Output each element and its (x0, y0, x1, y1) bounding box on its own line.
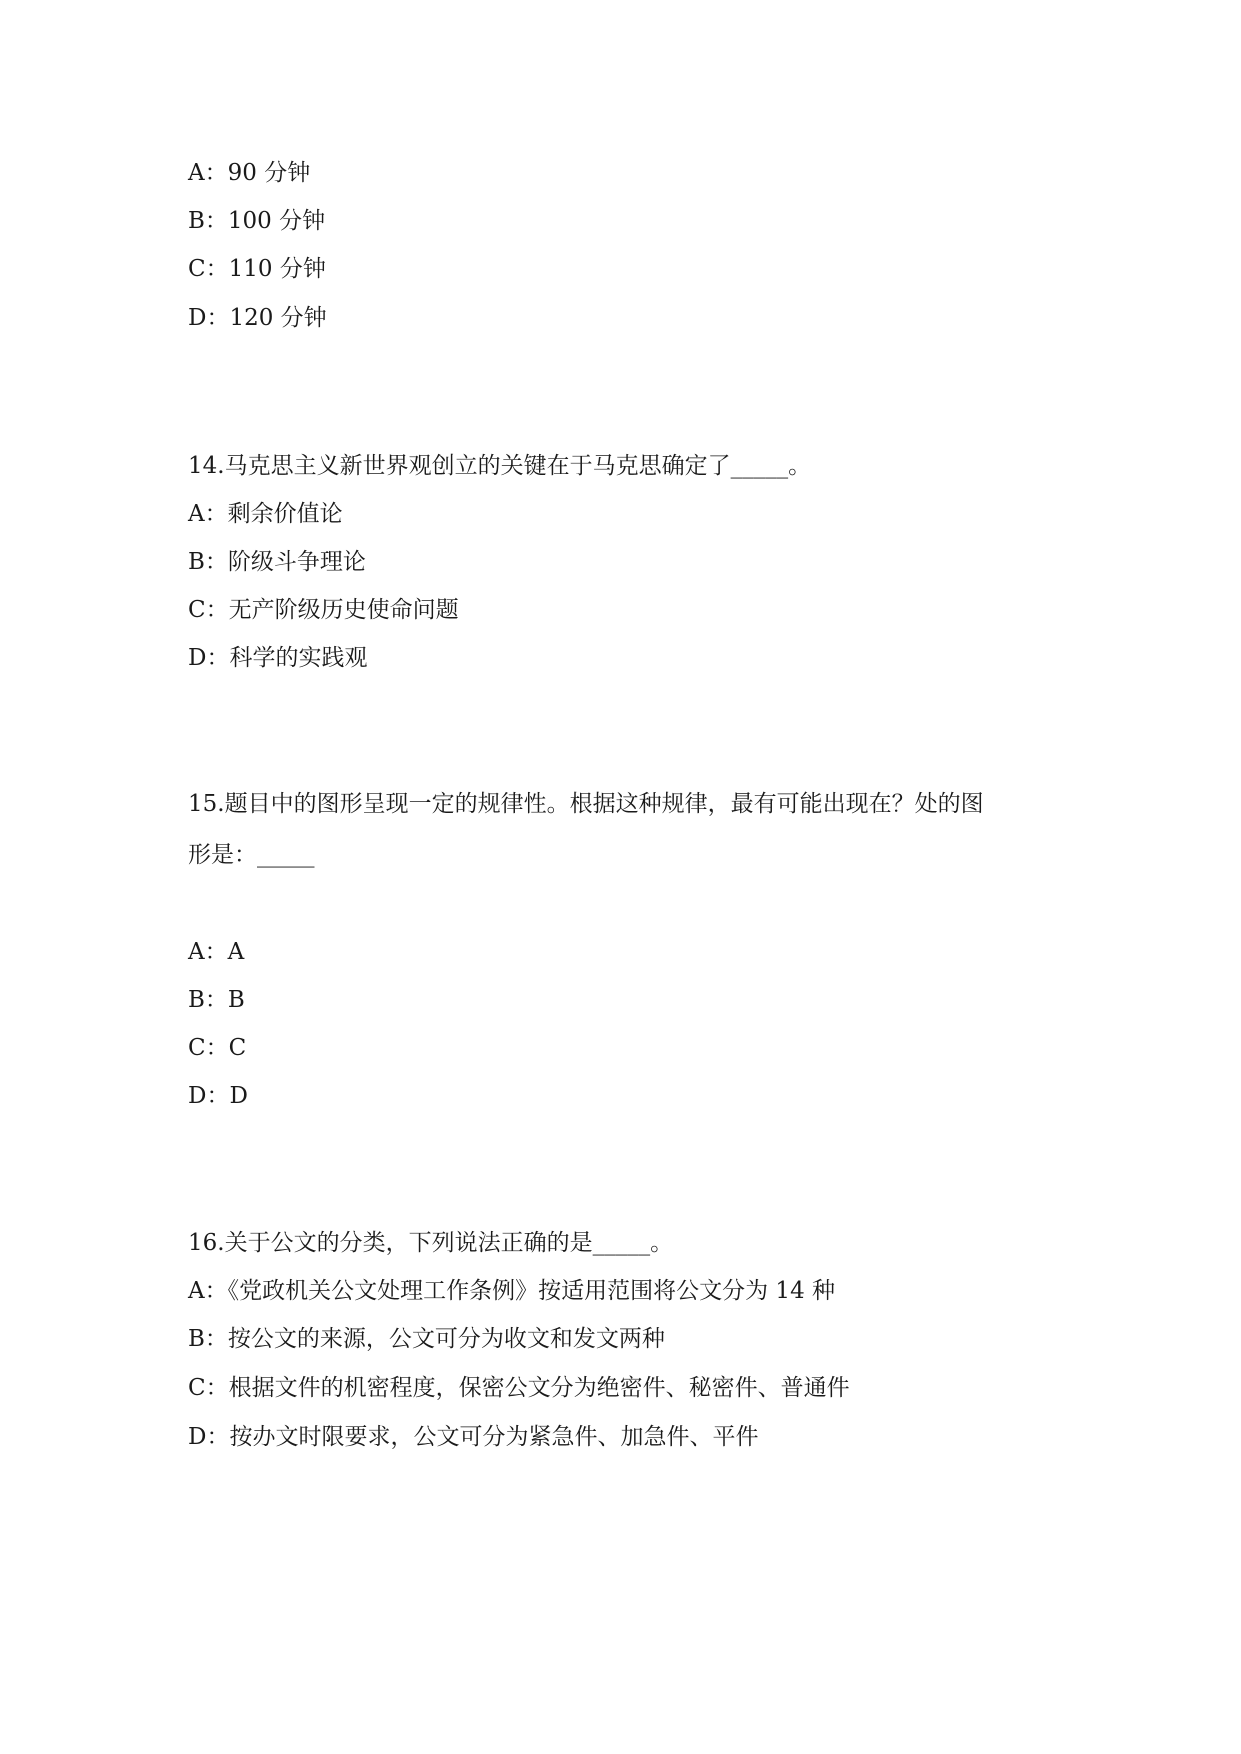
option-text: 无产阶级历史使命问题 (228, 597, 459, 623)
question-number: 16. (188, 1230, 225, 1256)
option-separator: ： (204, 208, 228, 234)
option-text: 阶级斗争理论 (227, 549, 366, 575)
q16-option-c (188, 1373, 850, 1403)
option-separator: ： (204, 939, 228, 965)
option-text: 剩余价值论 (227, 501, 343, 527)
option-text: 按公文的来源，公文可分为收文和发文两种 (227, 1326, 665, 1352)
q14-option-a (188, 499, 343, 529)
q16-option-d (188, 1422, 758, 1452)
q14-option-b (188, 547, 366, 577)
option-letter: D (188, 1083, 207, 1109)
question-number: 15. (188, 791, 225, 817)
option-separator: ： (206, 305, 230, 331)
option-separator: ： (206, 645, 230, 671)
option-separator: ： (205, 256, 229, 282)
option-text: D (229, 1083, 248, 1109)
q14-option-d (188, 643, 367, 673)
option-separator: ： (205, 1035, 229, 1061)
option-text: B (227, 987, 245, 1013)
q16-option-b (188, 1324, 665, 1354)
option-separator: ： (204, 160, 228, 186)
option-letter: D (188, 1424, 207, 1450)
q13-option-a (188, 158, 310, 188)
q15-option-d (188, 1081, 248, 1111)
option-letter: C (188, 1035, 206, 1061)
q16-stem (188, 1228, 673, 1258)
option-letter: A (188, 1278, 205, 1304)
q15-option-b (188, 985, 245, 1015)
option-separator: ： (204, 549, 228, 575)
question-stem-line: 关于公文的分类，下列说法正确的是_____。 (224, 1230, 674, 1256)
option-text: 90 分钟 (227, 160, 311, 186)
question-stem-line: 题目中的图形呈现一定的规律性。根据这种规律，最有可能出现在？处的图 (224, 791, 984, 817)
q16-option-a (188, 1276, 835, 1306)
option-letter: C (188, 1375, 206, 1401)
option-letter: B (188, 549, 205, 575)
question-number: 14. (188, 453, 225, 479)
option-text: 120 分钟 (229, 305, 327, 331)
q15-option-a (188, 937, 244, 967)
q13-option-b (188, 206, 325, 236)
option-text: A (227, 939, 245, 965)
q14-option-c (188, 595, 459, 625)
option-letter: B (188, 1326, 205, 1352)
q15-stem (188, 789, 984, 819)
q13-option-c (188, 254, 326, 284)
option-separator: ： (206, 1424, 230, 1450)
q15-stem-continued (188, 840, 315, 870)
option-letter: B (188, 987, 205, 1013)
q13-option-d (188, 303, 327, 333)
question-stem-line: 马克思主义新世界观创立的关键在于马克思确定了_____。 (224, 453, 812, 479)
option-text: C (228, 1035, 247, 1061)
option-separator: ： (204, 501, 228, 527)
option-separator: ： (206, 1083, 230, 1109)
option-letter: A (188, 160, 205, 186)
option-separator: ： (205, 597, 229, 623)
option-letter: A (188, 939, 205, 965)
option-letter: C (188, 256, 206, 282)
option-letter: D (188, 645, 207, 671)
question-stem-line: 形是：_____ (188, 842, 315, 868)
q15-option-c (188, 1033, 246, 1063)
option-text: 根据文件的机密程度，保密公文分为绝密件、秘密件、普通件 (228, 1375, 850, 1401)
q14-stem (188, 451, 811, 481)
option-letter: B (188, 208, 205, 234)
option-text: 100 分钟 (227, 208, 326, 234)
option-letter: A (188, 501, 205, 527)
option-text: 《党政机关公文处理工作条例》按适用范围将公文分为 14 种 (227, 1278, 836, 1304)
option-letter: C (188, 597, 206, 623)
option-separator: ： (204, 1326, 228, 1352)
option-separator: ： (204, 987, 228, 1013)
option-text: 科学的实践观 (229, 645, 368, 671)
option-text: 按办文时限要求，公文可分为紧急件、加急件、平件 (229, 1424, 759, 1450)
option-separator: ： (204, 1278, 228, 1304)
option-text: 110 分钟 (228, 256, 326, 282)
option-separator: ： (205, 1375, 229, 1401)
option-letter: D (188, 305, 207, 331)
